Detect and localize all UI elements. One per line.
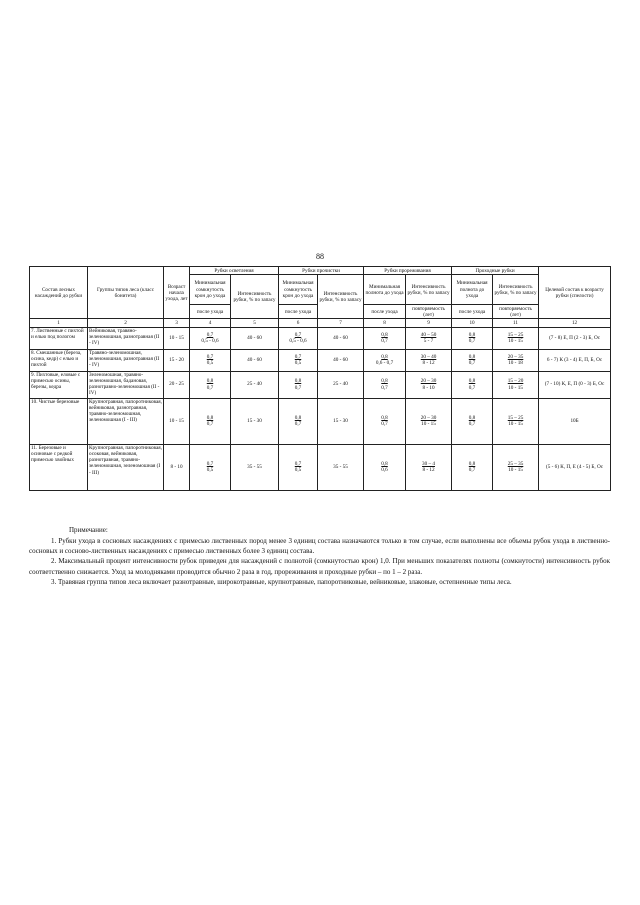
cell-age: 20 - 25: [164, 371, 190, 398]
value-before: 0,8: [381, 353, 388, 360]
cell-prored-density: [364, 371, 406, 398]
cell-proch-intensity: 40 - 60: [318, 349, 364, 371]
cell-target: 6 - 7) К (3 - 4) Е, П, Б, Ос: [539, 349, 611, 371]
value-repeat: 8 - 12: [422, 467, 435, 473]
value-before: 0,7: [206, 353, 214, 360]
value-before: 0,7: [206, 460, 214, 467]
value-intensity: 15 – 20: [507, 378, 524, 385]
cell-proch-intensity: 35 - 55: [318, 444, 364, 490]
value-repeat: 10 - 18: [508, 360, 523, 366]
cell-prored-density: [364, 444, 406, 490]
value-intensity: 30 – 4: [422, 460, 436, 467]
cell-prohod-density: [452, 398, 493, 444]
cell-forest-groups: Травяно-зеленомошная, зеленомошная, разнотравная (II - IV): [88, 349, 164, 371]
cell-composition: 9. Пихтовые, еловые с примесью осины, березы, кедра: [30, 371, 88, 398]
cell-prored-intensity: [406, 371, 452, 398]
cell-osv-closeness: [190, 398, 231, 444]
value-repeat: 10 - 15: [508, 421, 523, 427]
cell-proch-intensity: 15 - 30: [318, 398, 364, 444]
value-after: 0,7: [468, 384, 476, 391]
header-target: Целевой состав к возрасту рубки (спелости): [539, 267, 611, 319]
cell-prohod-intensity: [493, 398, 539, 444]
cell-prohod-intensity: [493, 371, 539, 398]
header-group-prohod: Проходные рубки: [452, 267, 539, 275]
value-intensity: 20 – 30: [420, 414, 437, 421]
header-group-osv: Рубки осветления: [190, 267, 279, 275]
value-after: 0,5: [206, 360, 214, 366]
cell-osv-closeness: [190, 327, 231, 349]
cell-proch-closeness: [279, 398, 318, 444]
cell-target: (5 - 6) К, П, Е (4 - 5) Б, Ос: [539, 444, 611, 490]
table-row: [30, 349, 611, 371]
cell-target: 10Б: [539, 398, 611, 444]
header-proch-after: после ухода: [279, 305, 318, 319]
value-after: 0,7: [468, 467, 476, 473]
value-intensity: 20 – 35: [507, 353, 524, 360]
value-intensity: 30 – 40: [420, 353, 437, 360]
value-after: 0,5: [294, 360, 302, 366]
forest-care-table: [29, 266, 611, 491]
value-repeat: 8 - 12: [422, 360, 435, 366]
header-osv-after: после ухода: [190, 305, 231, 319]
value-intensity: 20 – 30: [420, 378, 437, 385]
cell-prored-intensity: [406, 444, 452, 490]
value-repeat: 10 - 15: [421, 421, 436, 427]
table-row: [30, 398, 611, 444]
value-before: 0,8: [381, 378, 388, 385]
cell-proch-intensity: 40 - 60: [318, 327, 364, 349]
value-before: 0,7: [294, 460, 302, 467]
col-number: 10: [452, 319, 493, 327]
cell-prored-intensity: [406, 349, 452, 371]
col-number: 9: [406, 319, 452, 327]
cell-osv-intensity: 35 - 55: [231, 444, 279, 490]
value-before: 0,7: [294, 331, 302, 338]
header-prohod-repeat: повторяемость (лет): [493, 305, 539, 319]
header-proch-intensity: Интенсивность рубки, % по запасу: [318, 275, 364, 319]
value-after: 0,7: [294, 384, 302, 391]
value-repeat: 10 - 15: [508, 384, 523, 391]
value-before: 0,8: [468, 378, 476, 385]
table-row: [30, 444, 611, 490]
cell-osv-intensity: 40 - 60: [231, 349, 279, 371]
cell-osv-intensity: 40 - 60: [231, 327, 279, 349]
value-before: 0,8: [381, 414, 388, 421]
value-after: 0,5: [206, 467, 214, 473]
col-number: 4: [190, 319, 231, 327]
value-before: 0,8: [381, 460, 388, 467]
col-number: 1: [30, 319, 88, 327]
value-repeat: 10 - 15: [508, 338, 523, 344]
value-before: 0,8: [468, 331, 476, 338]
cell-forest-groups: Крупнотравная, папоротниковая, осоковая, вейниковая, разнотравная, травяно-зеленомошная, зеленомошная (I - III): [88, 444, 164, 490]
cell-prored-intensity: [406, 327, 452, 349]
cell-prohod-density: [452, 371, 493, 398]
header-group-proch: Рубки прочистки: [279, 267, 364, 275]
cell-age: 10 - 15: [164, 398, 190, 444]
cell-age: 10 - 15: [164, 327, 190, 349]
note-item: 3. Травяная группа типов леса включает разнотравные, широкотравные, крупнотравные, папоротниковые, вейниковые, злаковые, остепненные типы леса.: [51, 577, 512, 586]
col-number: 8: [364, 319, 406, 327]
cell-proch-closeness: [279, 444, 318, 490]
value-before: 0,7: [294, 353, 302, 360]
value-intensity: 15 – 25: [507, 414, 524, 421]
cell-prohod-density: [452, 349, 493, 371]
cell-prohod-intensity: [493, 327, 539, 349]
cell-osv-closeness: [190, 444, 231, 490]
cell-target: (7 - 8) Е, П (2 - 3) Б, Ос: [539, 327, 611, 349]
value-after: 0,7: [381, 421, 388, 427]
cell-age: 15 - 20: [164, 349, 190, 371]
header-prored-after: после ухода: [364, 305, 406, 319]
header-forest-groups: Группы типов леса (класс бонитета): [88, 267, 164, 319]
cell-age: 8 - 10: [164, 444, 190, 490]
cell-osv-intensity: 25 - 40: [231, 371, 279, 398]
header-group-prored: Рубки прореживания: [364, 267, 452, 275]
cell-forest-groups: Зеленомошная, травяно-зеленомошная, бадановая, разнотравно-зеленомошная (II - IV): [88, 371, 164, 398]
cell-composition: 8. Смешанные (береза, осина, кедр) с елью и пихтой: [30, 349, 88, 371]
cell-osv-closeness: [190, 371, 231, 398]
value-before: 0,8: [294, 378, 302, 385]
col-number: 7: [318, 319, 364, 327]
cell-prored-density: [364, 349, 406, 371]
value-repeat: 5 - 7: [423, 338, 434, 344]
cell-prohod-intensity: [493, 349, 539, 371]
note-item: 1. Рубки ухода в сосновых насаждениях с примесью лиственных пород менее 3 единиц состава назначаются только в том случае, если выполнены все объемы рубок ухода в лиственно-сосновых и сосново-лиственных насаждениях с примесью лиственных более 3 единиц состава.: [29, 537, 610, 556]
value-before: 0,8: [381, 331, 388, 338]
cell-proch-intensity: 25 - 40: [318, 371, 364, 398]
value-after: 0,5 - 0,6: [289, 338, 307, 344]
value-after: 0,7: [468, 338, 476, 344]
cell-forest-groups: Вейниковая, травяно-зеленомошная, разнотравная (II - IV): [88, 327, 164, 349]
header-prored-repeat: повторяемость (лет): [406, 305, 452, 319]
value-after: 0,6 - 0,7: [375, 360, 394, 366]
cell-forest-groups: Крупнотравная, папоротниковая, вейниковая, разнотравная, травяно-зеленомошная, зеленомошная (I - III): [88, 398, 164, 444]
cell-prored-density: [364, 398, 406, 444]
notes-title: Примечание:: [69, 526, 108, 534]
value-before: 0,8: [468, 414, 476, 421]
column-numbers-row: [30, 319, 611, 327]
col-number: 3: [164, 319, 190, 327]
value-intensity: 40 – 50: [420, 331, 437, 338]
cell-proch-closeness: [279, 371, 318, 398]
value-after: 0,7: [381, 338, 388, 344]
value-before: 0,8: [206, 378, 214, 385]
value-after: 0,7: [468, 421, 476, 427]
page-number: 88: [316, 252, 324, 261]
value-after: 0,5 - 0,6: [201, 338, 219, 344]
value-after: 0,7: [294, 421, 302, 427]
value-after: 0,6: [381, 467, 388, 473]
header-proch-closeness: Минимальная сомкнутость крон до ухода: [279, 275, 318, 305]
value-after: 0,5: [294, 467, 302, 473]
value-after: 0,7: [468, 360, 476, 366]
table-row: [30, 371, 611, 398]
cell-proch-closeness: [279, 349, 318, 371]
note-item: 2. Максимальный процент интенсивности рубок приведен для насаждений с полнотой (сомкнутостью крон) 1,0. При меньших показателях полноты (сомкнутости) интенсивность рубок соответственно снижается. Уход за молодняками проводится обычно 2 раза в год, прореживания и проходные рубки – по 1 – 2 раза.: [29, 557, 610, 576]
header-age-start: Возраст начала ухода, лет: [164, 267, 190, 319]
header-composition: Состав лесных насаждений до рубки: [30, 267, 88, 319]
value-repeat: 10 - 15: [508, 467, 523, 473]
col-number: 12: [539, 319, 611, 327]
value-after: 0,7: [206, 421, 214, 427]
table-row: [30, 327, 611, 349]
cell-target: (7 - 10) К, Е, П (0 - 3) Б, Ос: [539, 371, 611, 398]
header-prored-intensity: Интенсивность рубки, % по запасу: [406, 275, 452, 305]
cell-prohod-density: [452, 327, 493, 349]
cell-proch-closeness: [279, 327, 318, 349]
value-intensity: 25 – 35: [507, 460, 524, 467]
value-before: 0,7: [206, 331, 214, 338]
header-prohod-after: после ухода: [452, 305, 493, 319]
value-after: 0,7: [206, 384, 214, 391]
cell-osv-closeness: [190, 349, 231, 371]
col-number: 11: [493, 319, 539, 327]
header-prohod-intensity: Интенсивность рубки, % по запасу: [493, 275, 539, 305]
cell-osv-intensity: 15 - 30: [231, 398, 279, 444]
value-after: 0,7: [381, 384, 388, 391]
value-before: 0,8: [294, 414, 302, 421]
header-prohod-density: Минимальная полнота до ухода: [452, 275, 493, 305]
cell-prohod-intensity: [493, 444, 539, 490]
cell-composition: 10. Чистые березовые: [30, 398, 88, 444]
cell-prohod-density: [452, 444, 493, 490]
header-osv-closeness: Минимальная сомкнутость крон до ухода: [190, 275, 231, 305]
cell-composition: 11. Березовые и осиновые с редкой примесью хвойных: [30, 444, 88, 490]
col-number: 5: [231, 319, 279, 327]
header-osv-intensity: Интенсивность рубки, % по запасу: [231, 275, 279, 319]
value-before: 0,8: [468, 353, 476, 360]
cell-prored-density: [364, 327, 406, 349]
value-before: 0,8: [206, 414, 214, 421]
cell-prored-intensity: [406, 398, 452, 444]
col-number: 6: [279, 319, 318, 327]
header-prored-density: Минимальная полнота до ухода: [364, 275, 406, 305]
col-number: 2: [88, 319, 164, 327]
cell-composition: 7. Лиственные с пихтой и елью под пологом: [30, 327, 88, 349]
notes-block: [29, 525, 610, 587]
value-before: 0,8: [468, 460, 476, 467]
value-repeat: 8 - 10: [422, 384, 435, 391]
value-intensity: 15 – 25: [507, 331, 524, 338]
